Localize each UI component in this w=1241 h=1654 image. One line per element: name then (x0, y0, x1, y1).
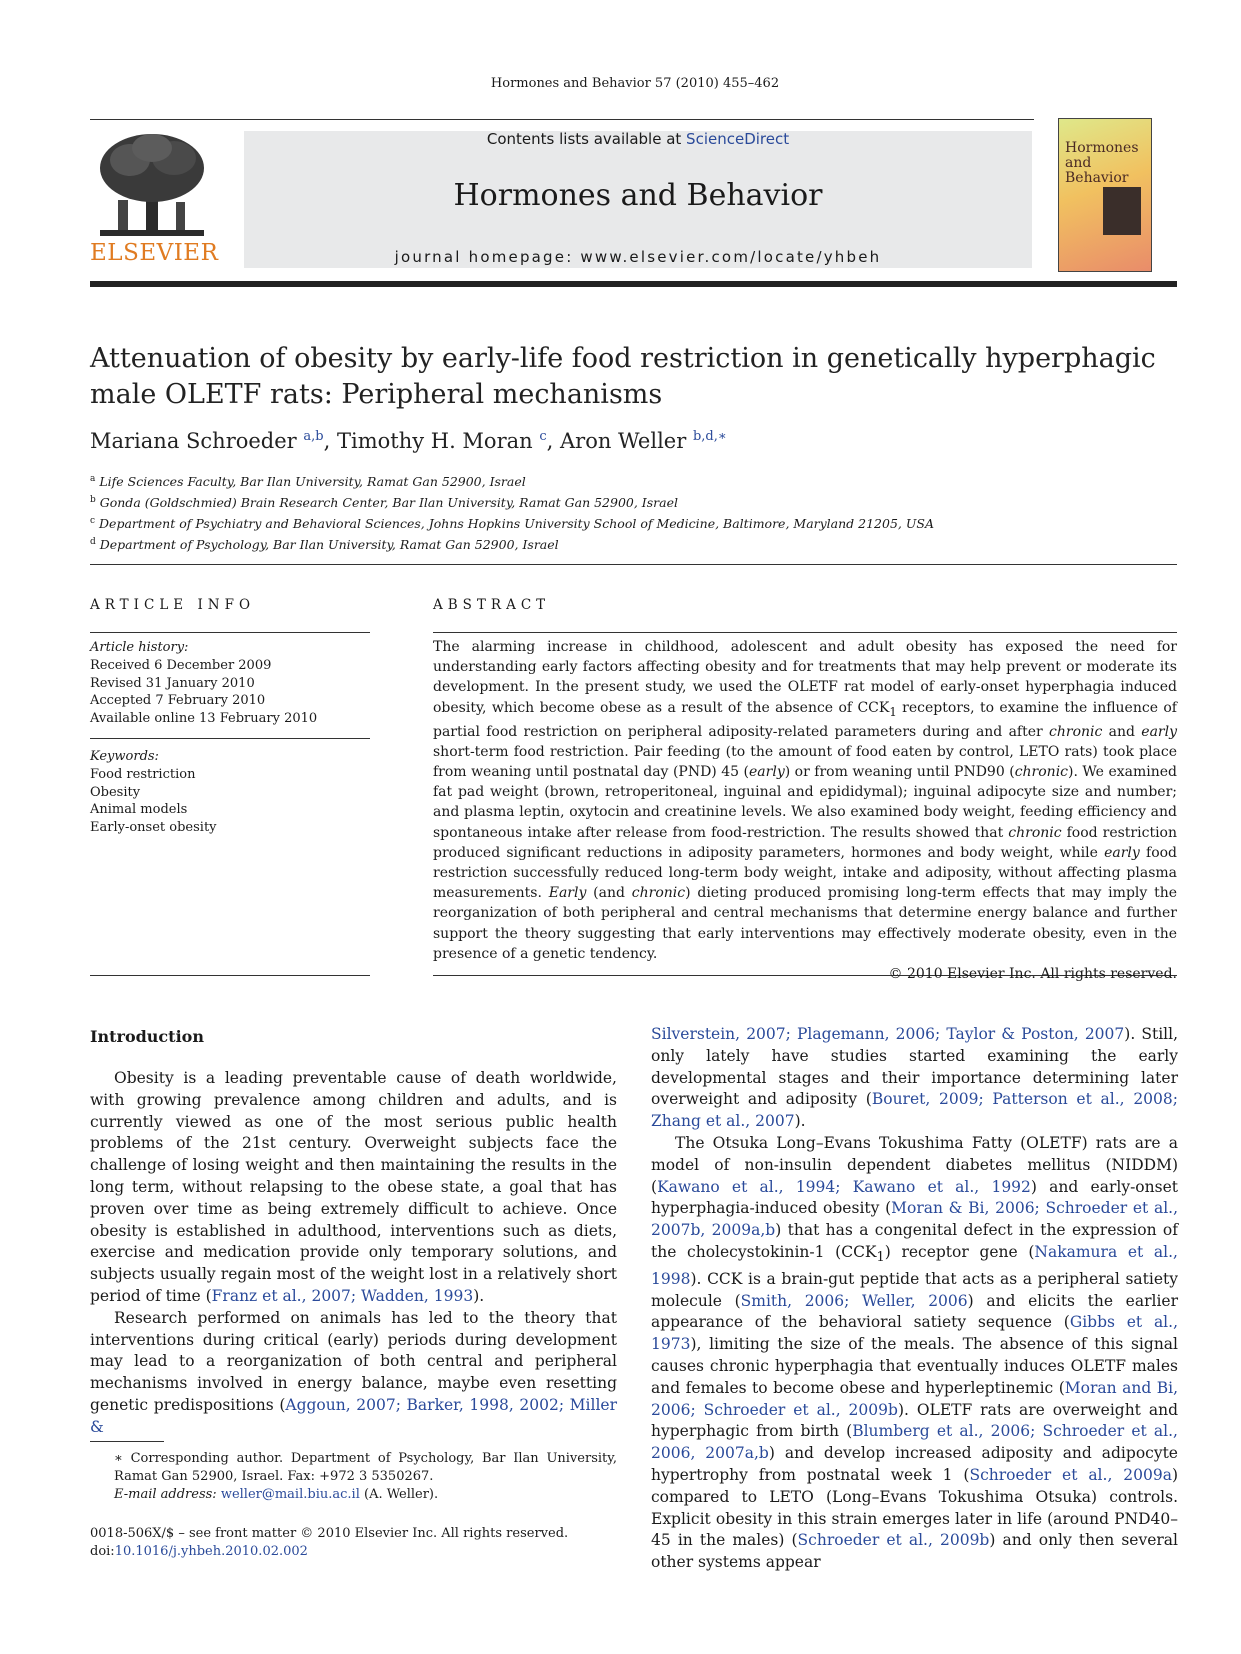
citation-link[interactable]: Schroeder et al., 2009a (969, 1466, 1172, 1485)
footnote-text: ∗ Corresponding author. Department of Psychology, Bar Ilan University, Ramat Gan 52900, Israel. Fax: +972 3 5350267. (114, 1451, 617, 1484)
footnote-rule (90, 1441, 164, 1442)
issn-block (90, 1525, 690, 1561)
running-head: Hormones and Behavior 57 (2010) 455–462 (490, 76, 780, 91)
keyword: Obesity (90, 784, 141, 800)
citation-link[interactable]: Silverstein, 2007; Plagemann, 2006; Taylor & Poston, 2007 (651, 1025, 1125, 1043)
author-affiliation-marks[interactable]: b,d,∗ (692, 429, 727, 444)
abstract-copyright: © 2010 Elsevier Inc. All rights reserved. (888, 966, 1177, 983)
citation-link[interactable]: Moran and Bi, 2006; Schroeder et al., 2009b (651, 1378, 1178, 1419)
citation-link[interactable]: Franz et al., 2007; Wadden, 1993 (211, 1286, 474, 1305)
citation-link[interactable]: Aggoun, 2007; Barker, 1998, 2002; Miller & (90, 1395, 618, 1436)
corresponding-author-footnote: ∗ Corresponding author. Department of Psychology, Bar Ilan University, Ramat Gan 52900, Israel. Fax: +972 3 5350267. E-mail address: weller@mail.biu.ac.il (A. Weller). (90, 1450, 617, 1504)
affiliation: $^d$ Department of Psychology, Bar Ilan University, Ramat Gan 52900, Israel (90, 537, 559, 553)
keyword: Early-onset obesity (90, 820, 217, 836)
author-name: Aron Weller (560, 429, 687, 453)
email-label: E-mail address: (114, 1487, 221, 1502)
publisher-logo[interactable] (90, 130, 219, 270)
article-info-heading: ARTICLE INFO (90, 597, 256, 613)
info-rule (90, 632, 370, 633)
info-rule (90, 738, 370, 739)
paragraph: Research performed on animals has led to the theory that interventions during critical (early) periods during development may lead to a reorganization of both central and peripheral mechanisms involved in energy balance, maybe even resetting genetic predispositions (Aggoun, 2007; Barker, 1998, 2002; Miller & (90, 1308, 618, 1436)
doi-label: doi: (90, 1544, 115, 1559)
cover-title: Hormones and Behavior (1065, 140, 1139, 186)
publisher-name: ELSEVIER (90, 240, 219, 266)
citation-link[interactable]: Blumberg et al., 2006; Schroeder et al., 2006, 2007a,b (651, 1422, 1178, 1463)
history-online: Available online 13 February 2010 (90, 711, 318, 727)
paragraph: Silverstein, 2007; Plagemann, 2006; Taylor & Poston, 2007). Still, only lately have studies started examining the early developmental stages and their importance determining later overweight and adiposity (Bouret, 2009; Patterson et al., 2008; Zhang et al., 2007). (651, 1025, 1178, 1131)
author-name: Mariana Schroeder (90, 429, 297, 453)
citation-link[interactable]: Kawano et al., 1994; Kawano et al., 1992 (657, 1177, 1031, 1196)
author-affiliation-marks[interactable]: c (539, 429, 547, 444)
history-received: Received 6 December 2009 (90, 657, 272, 673)
keywords (90, 748, 370, 837)
paragraph: The Otsuka Long–Evans Tokushima Fatty (OLETF) rats are a model of non-insulin dependent diabetes mellitus (NIDDM) (Kawano et al., 1994; Kawano et al., 1992) and early-onset hyperphagia-induced obesity (Moran & Bi, 2006; Schroeder et al., 2007b, 2009a,b) that has a congenital defect in the expression of the cholecystokinin-1 $(CCK_1)$ receptor gene (Nakamura et al., 1998). CCK is a brain-gut peptide that acts as a peripheral satiety molecule (Smith, 2006; Weller, 2006) and elicits the earlier appearance of the behavioral satiety sequence (Gibbs et al., 1973), limiting the size of the meals. The absence of this signal causes chronic hyperphagia that eventually induces OLETF males and females to become obese and hyperleptinemic (Moran and Bi, 2006; Schroeder et al., 2009b). OLETF rats are overweight and hyperphagic from birth (Blumberg et al., 2006; Schroeder et al., 2006, 2007a,b) and develop increased adiposity and adipocyte hypertrophy from postnatal week 1 (Schroeder et al., 2009a) compared to LETO (Long–Evans Tokushima Otsuka) controls. Explicit obesity in this strain emerges later in life (around PND40–45 in the males) (Schroeder et al., 2009b) and only then several other systems appear (651, 1133, 1178, 1572)
citation-link[interactable]: Moran & Bi, 2006; Schroeder et al., 2007b, 2009a,b (651, 1199, 1178, 1240)
keyword: Animal models (90, 802, 188, 818)
body-column-left (90, 1068, 617, 1439)
section-rule (90, 564, 1177, 565)
affiliation: $^a$ Life Sciences Faculty, Bar Ilan University, Ramat Gan 52900, Israel (90, 474, 526, 490)
article-title: Attenuation of obesity by early-life food restriction in genetically hyperphagic male OLETF rats: Peripheral mechanisms (90, 343, 1156, 410)
affiliations (90, 470, 1170, 555)
cover-image (1103, 187, 1141, 235)
section-heading-introduction: Introduction (90, 1027, 204, 1046)
abstract-text: The alarming increase in childhood, adolescent and adult obesity has exposed the need for understanding early factors affecting obesity and for treatments that may help prevent or moderate its development. In the present study, we used the OLETF rat model of early-onset hyperphagia induced obesity, which become obese as a result of the absence of $CCK_1$ receptors, to examine the influence of partial food restriction on peripheral adiposity-related parameters during and after chronic and early short-term food restriction. Pair feeding (to the amount of food eaten by control, LETO rats) took place from weaning until postnatal day (PND) 45 (early) or from weaning until PND90 (chronic). We examined fat pad weight (brown, retroperitoneal, inguinal and epididymal); inguinal adipocyte size and number; and plasma leptin, oxytocin and creatinine levels. We also examined body weight, feeding efficiency and spontaneous intake after release from food-restriction. The results showed that chronic food restriction produced significant reductions in adiposity parameters, hormones and body weight, while early food restriction successfully reduced long-term body weight, intake and adiposity, without affecting plasma measurements. Early (and chronic) dieting produced promising long-term effects that may imply the reorganization of both peripheral and central mechanisms that determine energy balance and further support the theory suggesting that early interventions may effectively moderate obesity, even in the presence of a genetic tendency. © 2010 Elsevier Inc. All rights reserved. (433, 637, 1177, 984)
author-list: Mariana Schroeder $^{a,b}$, Timothy H. Moran $^c$, Aron Weller $^{b,d,∗}$ (90, 429, 727, 453)
abstract-rule (433, 632, 1177, 633)
citation-link[interactable]: Schroeder et al., 2009b (797, 1531, 990, 1550)
citation-link[interactable]: Bouret, 2009; Patterson et al., 2008; Zhang et al., 2007 (651, 1090, 1178, 1131)
history-label: Article history: (90, 640, 189, 655)
article-history (90, 639, 370, 728)
history-revised: Revised 31 January 2010 (90, 675, 255, 691)
citation-link[interactable]: Smith, 2006; Weller, 2006 (740, 1291, 968, 1310)
issn-line: 0018-506X/$ – see front matter © 2010 Elsevier Inc. All rights reserved. (90, 1526, 569, 1541)
contents-prefix: Contents lists available at (486, 130, 687, 148)
citation-link[interactable]: Gibbs et al., 1973 (651, 1313, 1178, 1354)
header-thick-rule (90, 281, 1177, 287)
keyword: Food restriction (90, 766, 196, 782)
body-column-right (651, 1024, 1178, 1574)
journal-cover[interactable] (1058, 118, 1152, 272)
sciencedirect-link[interactable]: ScienceDirect (686, 130, 790, 148)
author-affiliation-marks[interactable]: a,b (303, 429, 324, 444)
history-accepted: Accepted 7 February 2010 (90, 693, 266, 709)
contents-line (244, 130, 1032, 148)
email-link[interactable]: weller@mail.biu.ac.il (220, 1487, 360, 1502)
author-name: Timothy H. Moran (336, 429, 533, 453)
elsevier-tree-icon (90, 130, 214, 242)
header-rule (90, 119, 1034, 120)
journal-homepage[interactable]: journal homepage: www.elsevier.com/locate/yhbeh (394, 248, 882, 266)
paragraph: Obesity is a leading preventable cause of death worldwide, with growing prevalence among children and adults, and is currently viewed as one of the most serious public health problems of the 21st century. Overweight subjects face the challenge of losing weight and then maintaining the results in the long term, without relapsing to the obese state, a goal that has proven over time as being extremely difficult to achieve. Once obesity is established in adulthood, interventions such as diets, exercise and medication provide only temporary solutions, and subjects usually regain most of the weight lost in a relatively short period of time (Franz et al., 2007; Wadden, 1993). (90, 1069, 617, 1305)
info-rule (90, 975, 370, 976)
abstract-heading: ABSTRACT (433, 597, 551, 613)
journal-title: Hormones and Behavior (453, 178, 823, 213)
doi-link[interactable]: 10.1016/j.yhbeh.2010.02.002 (114, 1544, 308, 1559)
citation-link[interactable]: Nakamura et al., 1998 (651, 1242, 1178, 1288)
keywords-label: Keywords: (90, 749, 159, 764)
affiliation: $^c$ Department of Psychiatry and Behavioral Sciences, Johns Hopkins University School of Medicine, Baltimore, Maryland 21205, USA (90, 516, 934, 532)
affiliation: $^b$ Gonda (Goldschmied) Brain Research Center, Bar Ilan University, Ramat Gan 52900, Israel (90, 495, 678, 511)
